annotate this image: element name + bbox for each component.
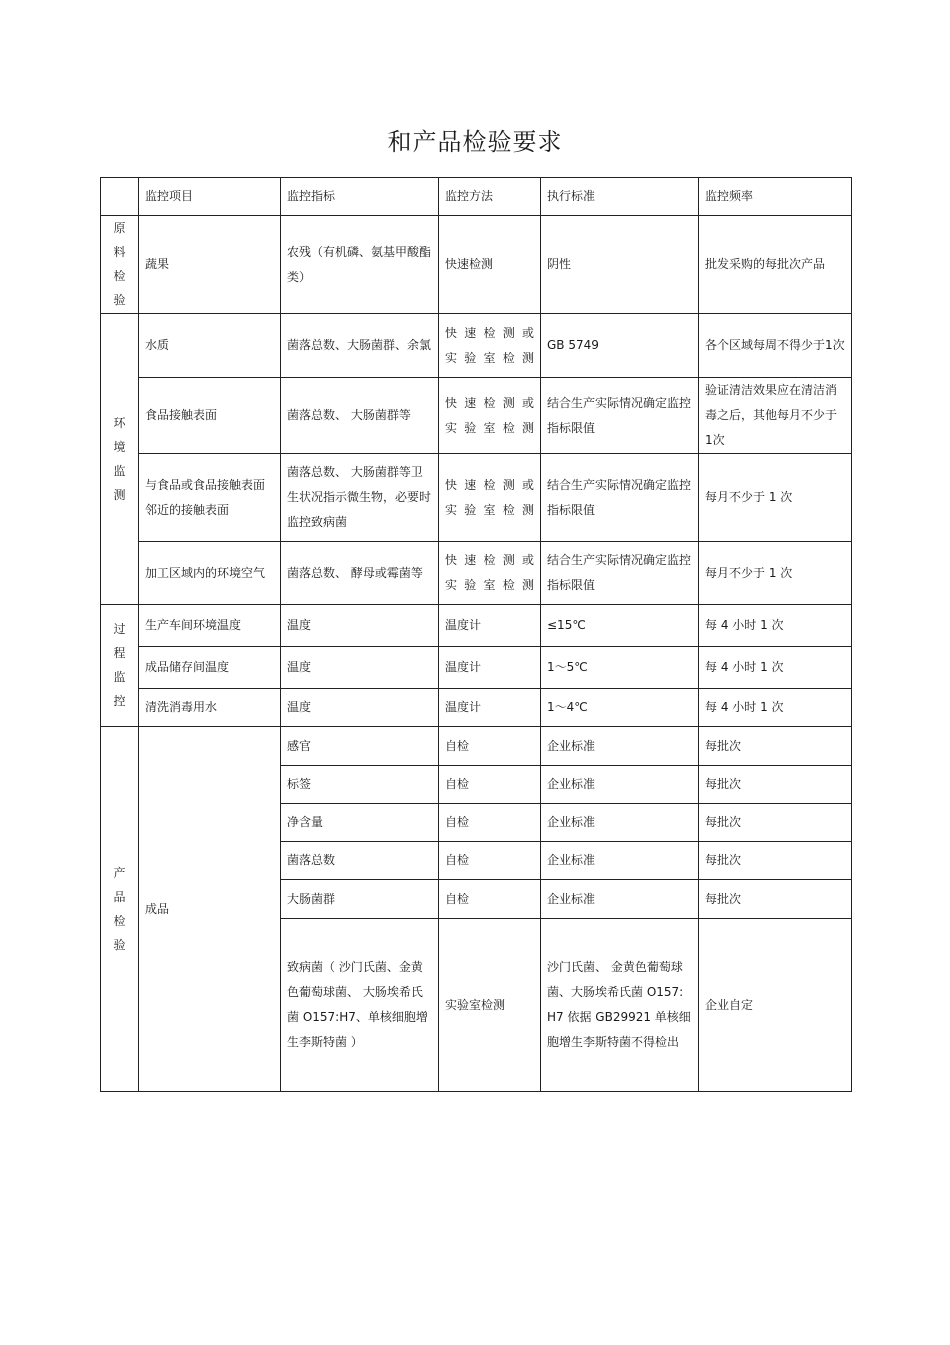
cell-frequency: 每批次 [699,842,852,880]
cell-standard: 结合生产实际情况确定监控指标限值 [541,454,699,542]
table-row [101,647,852,689]
cell-method: 自检 [439,804,541,842]
cell-item: 生产车间环境温度 [139,605,281,647]
cell-frequency: 每 4 小时 1 次 [699,689,852,727]
cell-item: 水质 [139,314,281,378]
cell-indicator: 致病菌（ 沙门氏菌、金黄色葡萄球菌、 大肠埃希氏菌 O157:H7、单核细胞增生李斯特菌 ） [281,919,439,1092]
header-frequency: 监控频率 [699,178,852,216]
table-row [101,216,852,314]
cell-frequency: 批发采购的每批次产品 [699,216,852,314]
cell-method: 快 速 检 测 或 实验室检测 [439,454,541,542]
cell-item: 蔬果 [139,216,281,314]
header-method: 监控方法 [439,178,541,216]
table-row [101,454,852,542]
table-row [101,727,852,766]
header-item: 监控项目 [139,178,281,216]
table-row [101,314,852,378]
cell-frequency: 每 4 小时 1 次 [699,647,852,689]
cell-indicator: 温度 [281,689,439,727]
cell-standard: 1～4℃ [541,689,699,727]
cell-indicator: 农残（有机磷、氨基甲酸酯类） [281,216,439,314]
cell-standard: ≤15℃ [541,605,699,647]
cell-item: 与食品或食品接触表面邻近的接触表面 [139,454,281,542]
cell-standard: 企业标准 [541,766,699,804]
cell-frequency: 验证清洁效果应在清洁消毒之后，其他每月不少于 1次 [699,378,852,454]
header-indicator: 监控指标 [281,178,439,216]
category-raw-material: 原料检验 [101,216,139,314]
category-environment: 环境监测 [101,314,139,605]
cell-method: 快 速 检 测 或 实验室检测 [439,314,541,378]
cell-item: 成品 [139,727,281,1092]
cell-method: 温度计 [439,647,541,689]
cell-item: 清洗消毒用水 [139,689,281,727]
category-process: 过程监控 [101,605,139,727]
cell-standard: 结合生产实际情况确定监控指标限值 [541,378,699,454]
cell-frequency: 各个区域每周不得少于1次 [699,314,852,378]
cell-method: 自检 [439,727,541,766]
cell-indicator: 大肠菌群 [281,880,439,919]
cell-indicator: 菌落总数、大肠菌群、余氯 [281,314,439,378]
cell-method: 自检 [439,842,541,880]
cell-method: 实验室检测 [439,919,541,1092]
table-row [101,689,852,727]
cell-method: 快 速 检 测 或 实验室检测 [439,378,541,454]
cell-frequency: 每 4 小时 1 次 [699,605,852,647]
cell-indicator: 净含量 [281,804,439,842]
header-blank [101,178,139,216]
table-row [101,605,852,647]
cell-item: 成品储存间温度 [139,647,281,689]
cell-frequency: 每批次 [699,880,852,919]
cell-indicator: 感官 [281,727,439,766]
cell-frequency: 每月不少于 1 次 [699,454,852,542]
inspection-table [100,177,852,1092]
cell-frequency: 每月不少于 1 次 [699,542,852,605]
cell-standard: 企业标准 [541,727,699,766]
header-standard: 执行标准 [541,178,699,216]
cell-frequency: 企业自定 [699,919,852,1092]
cell-standard: 阴性 [541,216,699,314]
table-header-row [101,178,852,216]
cell-indicator: 菌落总数、 酵母或霉菌等 [281,542,439,605]
table-row [101,542,852,605]
cell-indicator: 标签 [281,766,439,804]
cell-indicator: 温度 [281,605,439,647]
page-title: 和产品检验要求 [387,128,563,156]
cell-indicator: 温度 [281,647,439,689]
cell-method: 自检 [439,766,541,804]
cell-standard: 1～5℃ [541,647,699,689]
cell-method: 自检 [439,880,541,919]
cell-indicator: 菌落总数 [281,842,439,880]
category-product: 产品检验 [101,727,139,1092]
cell-frequency: 每批次 [699,766,852,804]
cell-standard: 企业标准 [541,804,699,842]
cell-indicator: 菌落总数、 大肠菌群等卫生状况指示微生物，必要时监控致病菌 [281,454,439,542]
cell-standard: 企业标准 [541,880,699,919]
cell-item: 食品接触表面 [139,378,281,454]
cell-frequency: 每批次 [699,804,852,842]
cell-item: 加工区域内的环境空气 [139,542,281,605]
cell-standard: 沙门氏菌、 金黄色葡萄球菌、大肠埃希氏菌 O157:H7 依据 GB29921 单核细胞增生李斯特菌不得检出 [541,919,699,1092]
cell-standard: GB 5749 [541,314,699,378]
cell-method: 温度计 [439,689,541,727]
cell-indicator: 菌落总数、 大肠菌群等 [281,378,439,454]
cell-standard: 结合生产实际情况确定监控指标限值 [541,542,699,605]
cell-method: 快速检测 [439,216,541,314]
cell-standard: 企业标准 [541,842,699,880]
table-row [101,378,852,454]
cell-method: 温度计 [439,605,541,647]
cell-method: 快 速 检 测 或 实验室检测 [439,542,541,605]
cell-frequency: 每批次 [699,727,852,766]
